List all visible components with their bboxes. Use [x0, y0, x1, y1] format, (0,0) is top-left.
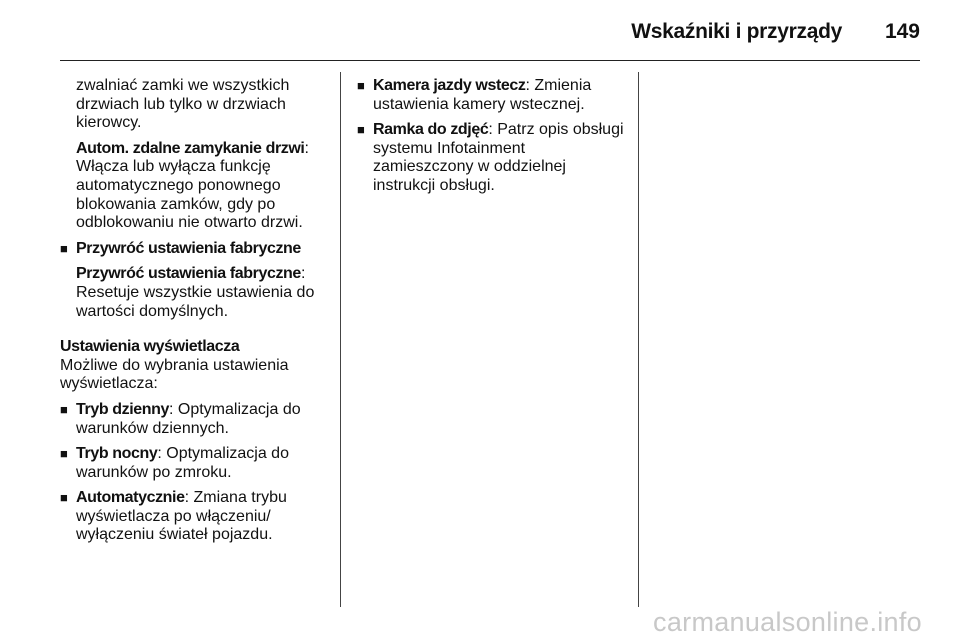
factory-reset-detail-label: Przywróć ustawienia fabryczne	[76, 265, 301, 283]
bullet-automatic-mode: ■ Automatycznie: Zmiana trybu wyświetlacza po włączeniu/ wyłączeniu świateł pojazdu.	[60, 489, 287, 544]
column-divider-1	[340, 72, 341, 607]
bullet-day-mode: ■ Tryb dzienny: Optymalizacja do warunków dziennych.	[60, 400, 301, 437]
bullet-square-icon: ■	[60, 240, 68, 256]
column-divider-2	[638, 72, 639, 607]
bullet-factory-reset	[60, 240, 332, 259]
display-intro-paragraph: Możliwe do wybrania ustawienia wyświetlacza:	[60, 356, 289, 393]
auto-lock-label: Autom. zdalne zamykanie drzwi	[76, 139, 305, 157]
bullet-square-icon: ■	[60, 401, 68, 417]
text-column-2	[357, 77, 629, 203]
bullet-square-icon: ■	[60, 490, 68, 506]
factory-reset-paragraph: Przywróć ustawienia fabryczne: Resetuje wszystkie ustawienia do wartości domyślnych.	[76, 265, 315, 320]
display-settings-heading: Ustawienia wyświetlacza	[60, 338, 240, 356]
bullet-square-icon: ■	[60, 446, 68, 462]
auto-lock-paragraph: Autom. zdalne zamykanie drzwi: Włącza lub wyłącza funkcję automatycznego ponownego blokowania zamków, gdy po odblokowaniu nie otwarto drzwi.	[76, 139, 309, 232]
intro-paragraph: zwalniać zamki we wszystkich drzwiach lub tylko w drzwiach kierowcy.	[76, 77, 290, 132]
bullet-night-mode: ■ Tryb nocny: Optymalizacja do warunków po zmroku.	[60, 445, 289, 481]
page-title: Wskaźniki i przyrządy	[631, 20, 842, 43]
bullet-square-icon: ■	[357, 122, 365, 138]
factory-reset-label: Przywróć ustawienia fabryczne	[76, 239, 301, 257]
page-number: 149	[884, 20, 920, 43]
bullet-rear-camera: ■ Kamera jazdy wstecz: Zmienia ustawienia kamery wstecznej.	[357, 77, 592, 113]
header-divider	[60, 60, 920, 61]
bullet-photo-frame: ■ Ramka do zdjęć: Patrz opis obsługi systemu Infotainment zamieszczony w oddzielnej instrukcji obsługi.	[357, 121, 624, 194]
watermark: carmanualsonline.info	[653, 607, 922, 637]
text-column-1	[60, 77, 332, 552]
bullet-square-icon: ■	[357, 78, 365, 93]
page-header	[0, 0, 960, 62]
